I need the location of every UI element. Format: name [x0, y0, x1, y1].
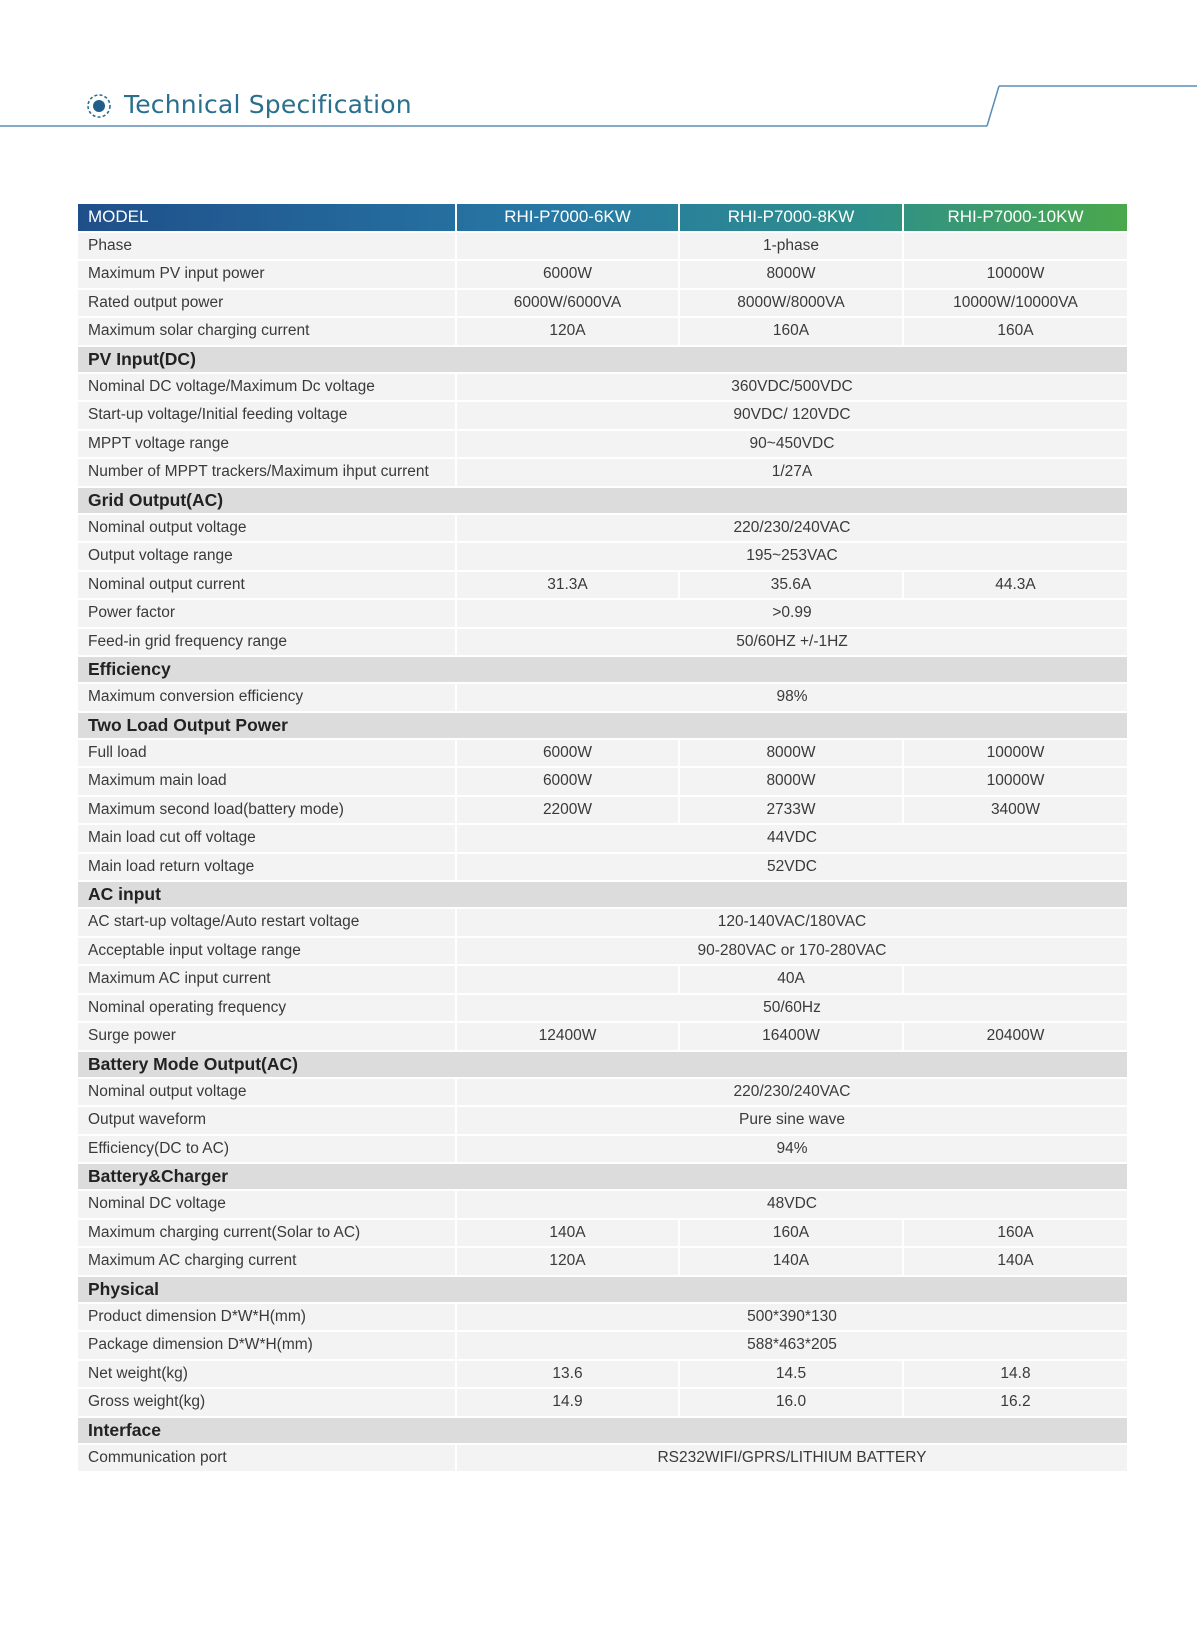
section-title: AC input [78, 881, 1127, 908]
spec-label: Nominal output current [78, 571, 456, 600]
spec-value: 120A [456, 317, 679, 346]
spec-value-merged: 500*390*130 [456, 1303, 1127, 1332]
table-row [78, 1303, 1127, 1332]
spec-value: 10000W [903, 739, 1127, 768]
spec-label: Product dimension D*W*H(mm) [78, 1303, 456, 1332]
spec-label: Efficiency(DC to AC) [78, 1135, 456, 1164]
spec-value-merged: Pure sine wave [456, 1106, 1127, 1135]
spec-value: 140A [456, 1219, 679, 1248]
table-row [78, 908, 1127, 937]
spec-value-merged: RS232WIFI/GPRS/LITHIUM BATTERY [456, 1444, 1127, 1472]
spec-value-merged: 220/230/240VAC [456, 1078, 1127, 1107]
spec-value: 120A [456, 1247, 679, 1276]
header-model: MODEL [88, 207, 149, 227]
header-decoration [0, 0, 1197, 140]
spec-label: AC start-up voltage/Auto restart voltage [78, 908, 456, 937]
table-row [78, 1078, 1127, 1107]
spec-value: 8000W [679, 739, 903, 768]
table-row [78, 1135, 1127, 1164]
section-title: Battery Mode Output(AC) [78, 1051, 1127, 1078]
spec-value: 3400W [903, 796, 1127, 825]
target-dot-icon [88, 95, 110, 117]
spec-label: Gross weight(kg) [78, 1388, 456, 1417]
spec-table-header [78, 204, 1127, 232]
spec-value: 16.2 [903, 1388, 1127, 1417]
spec-label: Nominal DC voltage/Maximum Dc voltage [78, 373, 456, 402]
table-row [78, 430, 1127, 459]
spec-label: Communication port [78, 1444, 456, 1472]
spec-value: 1-phase [679, 232, 903, 261]
table-row [78, 1388, 1127, 1417]
spec-value: 40A [679, 965, 903, 994]
spec-value: 2200W [456, 796, 679, 825]
spec-value-merged: 44VDC [456, 824, 1127, 853]
table-row [78, 599, 1127, 628]
spec-value-merged: 588*463*205 [456, 1331, 1127, 1360]
spec-value: 35.6A [679, 571, 903, 600]
spec-value: 13.6 [456, 1360, 679, 1389]
page-header [0, 0, 1197, 140]
spec-label: Feed-in grid frequency range [78, 628, 456, 657]
table-row [78, 683, 1127, 712]
spec-label: Maximum main load [78, 767, 456, 796]
spec-label: Package dimension D*W*H(mm) [78, 1331, 456, 1360]
section-header-row [78, 881, 1127, 908]
table-row [78, 767, 1127, 796]
spec-value: 14.5 [679, 1360, 903, 1389]
spec-value-merged: 360VDC/500VDC [456, 373, 1127, 402]
spec-value: 31.3A [456, 571, 679, 600]
spec-value-merged: 48VDC [456, 1190, 1127, 1219]
spec-value: 10000W [903, 260, 1127, 289]
spec-value: 14.9 [456, 1388, 679, 1417]
table-row [78, 260, 1127, 289]
table-row [78, 937, 1127, 966]
table-row [78, 1331, 1127, 1360]
spec-value-merged: 52VDC [456, 853, 1127, 882]
spec-label: Net weight(kg) [78, 1360, 456, 1389]
spec-value: 8000W [679, 260, 903, 289]
spec-value: 10000W [903, 767, 1127, 796]
spec-value: 10000W/10000VA [903, 289, 1127, 318]
spec-value-merged: 50/60HZ +/-1HZ [456, 628, 1127, 657]
table-row [78, 1219, 1127, 1248]
spec-value: 6000W [456, 767, 679, 796]
table-row [78, 965, 1127, 994]
table-row [78, 1022, 1127, 1051]
table-row [78, 994, 1127, 1023]
section-header-row [78, 487, 1127, 514]
table-row [78, 401, 1127, 430]
table-row [78, 824, 1127, 853]
spec-label: Maximum AC input current [78, 965, 456, 994]
spec-label: Maximum PV input power [78, 260, 456, 289]
spec-value-merged: 98% [456, 683, 1127, 712]
table-row [78, 571, 1127, 600]
spec-value: 8000W/8000VA [679, 289, 903, 318]
spec-value: 160A [903, 1219, 1127, 1248]
table-row [78, 1247, 1127, 1276]
table-row [78, 853, 1127, 882]
table-row [78, 1360, 1127, 1389]
section-header-row [78, 1163, 1127, 1190]
section-header-row [78, 1051, 1127, 1078]
table-row [78, 514, 1127, 543]
spec-label: Maximum solar charging current [78, 317, 456, 346]
spec-value [456, 232, 679, 261]
spec-table [78, 204, 1127, 1471]
spec-value: 20400W [903, 1022, 1127, 1051]
spec-value: 6000W/6000VA [456, 289, 679, 318]
spec-value-merged: 195~253VAC [456, 542, 1127, 571]
table-row [78, 628, 1127, 657]
section-title: Battery&Charger [78, 1163, 1127, 1190]
spec-label: Nominal DC voltage [78, 1190, 456, 1219]
spec-label: Surge power [78, 1022, 456, 1051]
section-title: Efficiency [78, 656, 1127, 683]
spec-value: 6000W [456, 739, 679, 768]
spec-value-merged: 90VDC/ 120VDC [456, 401, 1127, 430]
spec-label: Output voltage range [78, 542, 456, 571]
table-row [78, 289, 1127, 318]
spec-value: 160A [679, 1219, 903, 1248]
spec-label: Acceptable input voltage range [78, 937, 456, 966]
table-row [78, 458, 1127, 487]
section-title: Two Load Output Power [78, 712, 1127, 739]
table-row [78, 796, 1127, 825]
table-row [78, 1444, 1127, 1472]
header-model-6kw: RHI-P7000-6KW [456, 204, 679, 232]
section-header-row [78, 712, 1127, 739]
spec-value-merged: 50/60Hz [456, 994, 1127, 1023]
spec-label: MPPT voltage range [78, 430, 456, 459]
spec-value: 8000W [679, 767, 903, 796]
spec-label: Nominal operating frequency [78, 994, 456, 1023]
table-row [78, 317, 1127, 346]
spec-value-merged: >0.99 [456, 599, 1127, 628]
spec-value: 2733W [679, 796, 903, 825]
table-row [78, 232, 1127, 261]
spec-value: 140A [679, 1247, 903, 1276]
table-row [78, 373, 1127, 402]
header-model-10kw: RHI-P7000-10KW [903, 204, 1127, 232]
spec-label: Start-up voltage/Initial feeding voltage [78, 401, 456, 430]
section-title: Grid Output(AC) [78, 487, 1127, 514]
spec-value-merged: 120-140VAC/180VAC [456, 908, 1127, 937]
spec-value: 140A [903, 1247, 1127, 1276]
spec-label: Number of MPPT trackers/Maximum ihput current [78, 458, 456, 487]
spec-value-merged: 1/27A [456, 458, 1127, 487]
section-header-row [78, 1417, 1127, 1444]
header-model-8kw: RHI-P7000-8KW [679, 204, 903, 232]
spec-label: Main load return voltage [78, 853, 456, 882]
section-header-row [78, 656, 1127, 683]
spec-table-body [78, 232, 1127, 1472]
section-title: Interface [78, 1417, 1127, 1444]
spec-value [456, 965, 679, 994]
spec-label: Output waveform [78, 1106, 456, 1135]
spec-value [903, 965, 1127, 994]
spec-label: Main load cut off voltage [78, 824, 456, 853]
spec-value: 160A [679, 317, 903, 346]
spec-value: 14.8 [903, 1360, 1127, 1389]
spec-label: Maximum second load(battery mode) [78, 796, 456, 825]
section-header-row [78, 346, 1127, 373]
spec-value: 12400W [456, 1022, 679, 1051]
spec-label: Power factor [78, 599, 456, 628]
spec-value: 16400W [679, 1022, 903, 1051]
spec-label: Nominal output voltage [78, 1078, 456, 1107]
spec-value: 44.3A [903, 571, 1127, 600]
spec-value-merged: 220/230/240VAC [456, 514, 1127, 543]
spec-label: Maximum charging current(Solar to AC) [78, 1219, 456, 1248]
spec-value: 160A [903, 317, 1127, 346]
spec-value-merged: 94% [456, 1135, 1127, 1164]
spec-label: Full load [78, 739, 456, 768]
page-title: Technical Specification [124, 90, 412, 119]
spec-value: 6000W [456, 260, 679, 289]
table-row [78, 1106, 1127, 1135]
spec-label: Maximum AC charging current [78, 1247, 456, 1276]
spec-value-merged: 90-280VAC or 170-280VAC [456, 937, 1127, 966]
spec-value [903, 232, 1127, 261]
table-row [78, 542, 1127, 571]
table-row [78, 739, 1127, 768]
spec-label: Phase [78, 232, 456, 261]
spec-value-merged: 90~450VDC [456, 430, 1127, 459]
spec-label: Maximum conversion efficiency [78, 683, 456, 712]
spec-label: Nominal output voltage [78, 514, 456, 543]
section-header-row [78, 1276, 1127, 1303]
section-title: Physical [78, 1276, 1127, 1303]
spec-value: 16.0 [679, 1388, 903, 1417]
spec-label: Rated output power [78, 289, 456, 318]
header-row [78, 204, 1127, 232]
section-title: PV Input(DC) [78, 346, 1127, 373]
table-row [78, 1190, 1127, 1219]
